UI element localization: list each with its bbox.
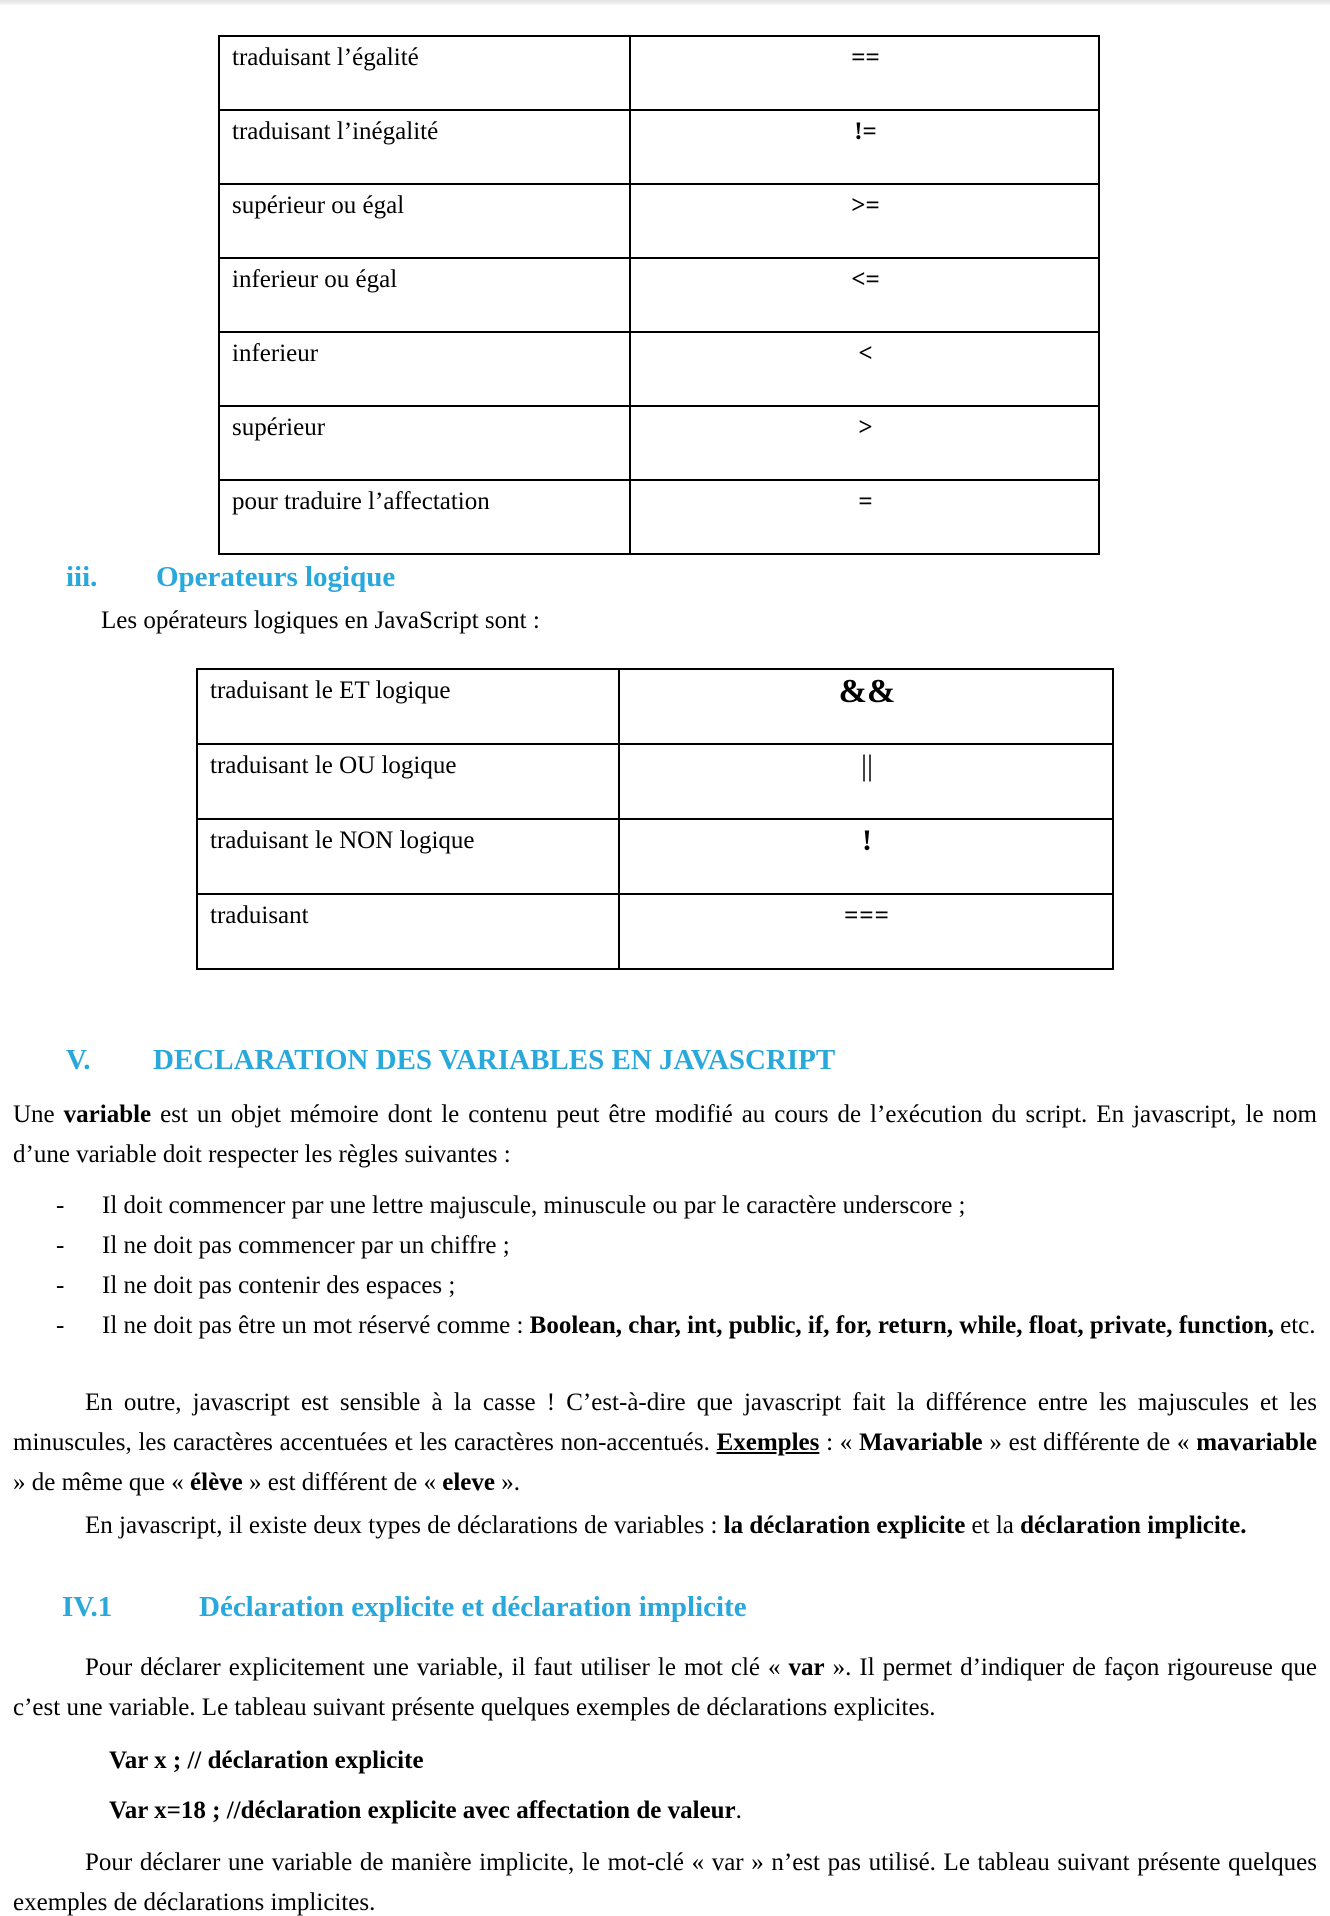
heading-number: V.: [66, 1044, 91, 1076]
operator-symbol-cell: ==: [630, 36, 1099, 110]
operator-description-cell: traduisant le NON logique: [197, 819, 619, 894]
operator-description-cell: traduisant: [197, 894, 619, 969]
operator-symbol-cell: ||: [619, 744, 1113, 819]
heading-number: iii.: [66, 561, 98, 593]
list-item-text: Il ne doit pas contenir des espaces ;: [102, 1272, 456, 1299]
list-item-text: Il ne doit pas être un mot réservé comme : Boolean, char, int, public, if, for, return, while, float, private, function, etc.: [102, 1312, 1316, 1339]
logical-operators-table: [196, 668, 1114, 970]
operator-description-cell: supérieur ou égal: [219, 184, 630, 258]
table-row: [219, 184, 1099, 258]
bullet-dash: -: [56, 1272, 65, 1299]
operator-symbol-cell: <: [630, 332, 1099, 406]
comparison-operators-table: [218, 35, 1100, 555]
operator-description-cell: traduisant l’inégalité: [219, 110, 630, 184]
page-top-edge: [0, 0, 1330, 5]
paragraph-case-sensitivity: En outre, javascript est sensible à la casse ! C’est-à-dire que javascript fait la différence entre les majuscules et les minuscules, les caractères accentuées et les caractères non-accentués. Exemples : « Mavariable » est différente de « mavariable » de même que « élève » est différent de « eleve ».: [13, 1389, 1318, 1496]
operator-description-cell: traduisant l’égalité: [219, 36, 630, 110]
code-example-explicit-declaration-with-value: Var x=18 ; //déclaration explicite avec affectation de valeur.: [109, 1797, 742, 1824]
operator-symbol-cell: =: [630, 480, 1099, 554]
table-row: [219, 480, 1099, 554]
heading-label: DECLARATION DES VARIABLES EN JAVASCRIPT: [153, 1044, 836, 1076]
heading-number: IV.1: [62, 1591, 113, 1623]
heading-label: Déclaration explicite et déclaration implicite: [199, 1591, 747, 1623]
operator-symbol-cell: !: [619, 819, 1113, 894]
list-item: [13, 1226, 1317, 1266]
logical-operators-intro: Les opérateurs logiques en JavaScript sont :: [101, 607, 540, 634]
section-heading-operateurs-logique: [0, 560, 1330, 596]
list-item-text: Il ne doit pas commencer par un chiffre ;: [102, 1232, 510, 1259]
operator-symbol-cell: <=: [630, 258, 1099, 332]
heading-label: Operateurs logique: [156, 561, 396, 593]
variable-naming-rules-list: [13, 1186, 1317, 1346]
operator-description-cell: pour traduire l’affectation: [219, 480, 630, 554]
table-row: [219, 258, 1099, 332]
table-row: [197, 669, 1113, 744]
operator-description-cell: traduisant le OU logique: [197, 744, 619, 819]
bullet-dash: -: [56, 1192, 65, 1219]
section-heading-declaration-variables: [0, 1043, 1330, 1079]
paragraph-implicit-declaration: Pour déclarer une variable de manière implicite, le mot-clé « var » n’est pas utilisé. Le tableau suivant présente quelques exemples de déclarations implicites.: [13, 1849, 1317, 1916]
table-row: [219, 332, 1099, 406]
table-row: [197, 894, 1113, 969]
operator-symbol-cell: ===: [619, 894, 1113, 969]
table-row: [219, 110, 1099, 184]
table-row: [197, 819, 1113, 894]
operator-symbol-cell: >=: [630, 184, 1099, 258]
bullet-dash: -: [56, 1312, 65, 1339]
paragraph-explicit-declaration: Pour déclarer explicitement une variable, il faut utiliser le mot clé « var ». Il permet d’indiquer de façon rigoureuse que c’est une variable. Le tableau suivant présente quelques exemples de déclarations explicites.: [13, 1654, 1318, 1721]
table-row: [219, 406, 1099, 480]
list-item: [13, 1186, 1317, 1226]
operator-symbol-cell: >: [630, 406, 1099, 480]
operator-symbol-cell: !=: [630, 110, 1099, 184]
list-item: [13, 1266, 1317, 1306]
table-row: [219, 36, 1099, 110]
list-item-text: Il doit commencer par une lettre majuscule, minuscule ou par le caractère underscore ;: [102, 1192, 966, 1219]
bullet-dash: -: [56, 1232, 65, 1259]
operator-description-cell: inferieur: [219, 332, 630, 406]
paragraph-declaration-types: En javascript, il existe deux types de déclarations de variables : la déclaration explicite et la déclaration implicite.: [85, 1512, 1247, 1539]
code-example-explicit-declaration: Var x ; // déclaration explicite: [109, 1747, 424, 1774]
list-item: [13, 1306, 1317, 1346]
operator-symbol-cell: &&: [619, 669, 1113, 744]
section-heading-declaration-explicite: [0, 1590, 1330, 1626]
paragraph-variable-definition: Une variable est un objet mémoire dont le contenu peut être modifié au cours de l’exécution du script. En javascript, le nom d’une variable doit respecter les règles suivantes :: [13, 1101, 1317, 1168]
operator-description-cell: inferieur ou égal: [219, 258, 630, 332]
operator-description-cell: traduisant le ET logique: [197, 669, 619, 744]
operator-description-cell: supérieur: [219, 406, 630, 480]
table-row: [197, 744, 1113, 819]
